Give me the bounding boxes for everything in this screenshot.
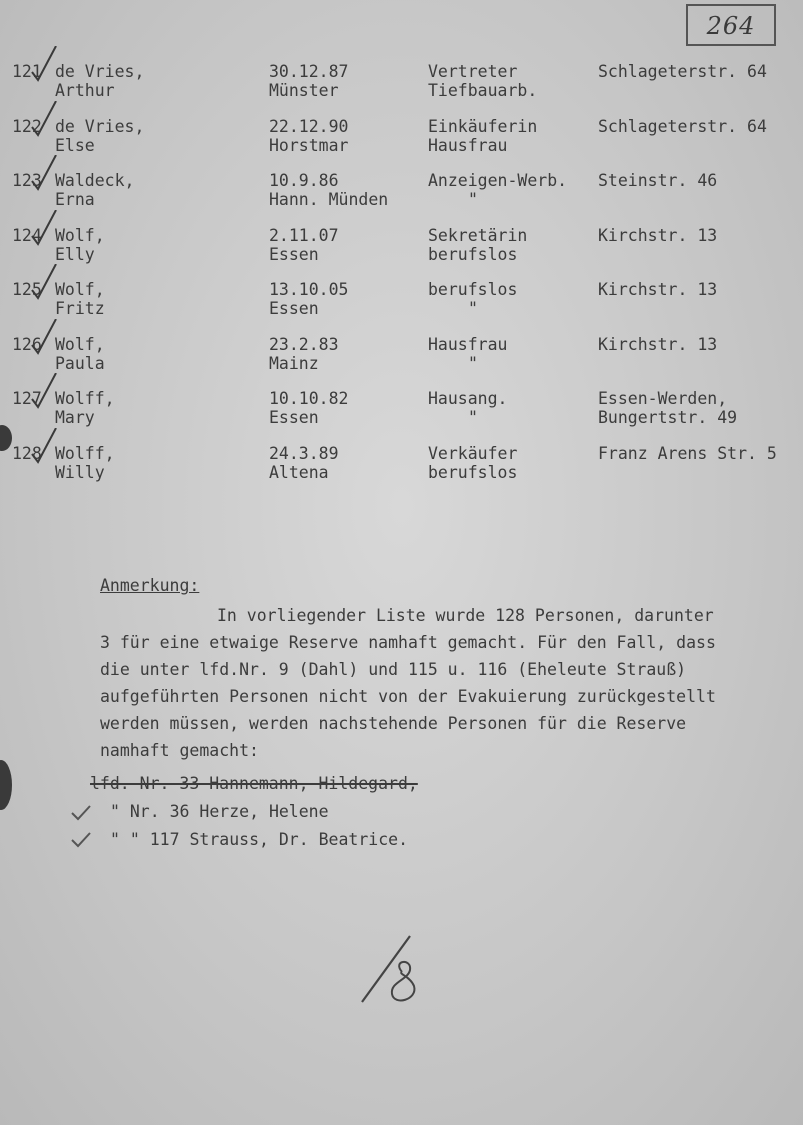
given-name: Else: [55, 135, 95, 155]
address: Steinstr. 46: [598, 171, 718, 190]
given-name: Arthur: [55, 81, 115, 100]
occupation-2: ": [468, 408, 478, 427]
occupation-2: ": [468, 299, 478, 318]
entry-occupation: [428, 444, 517, 482]
birth-place: Essen: [269, 299, 319, 318]
reserve-entry: " Nr. 36 Herze, Helene: [110, 802, 329, 821]
entry-address: [598, 62, 767, 81]
occupation-2: ": [468, 353, 478, 373]
person-entry: [0, 117, 803, 172]
checkmark-icon: [30, 373, 76, 415]
entry-birth: [269, 62, 348, 100]
birth-date: 24.3.89: [269, 443, 339, 463]
entry-number-text: 124: [12, 225, 42, 245]
birth-place: Horstmar: [269, 135, 349, 155]
person-entry: [0, 335, 803, 390]
entry-occupation: [428, 280, 517, 318]
entry-address: [598, 389, 737, 427]
person-entry: [0, 226, 803, 281]
entry-number-text: 122: [12, 116, 42, 136]
address: Franz Arens Str. 5: [598, 443, 777, 463]
occupation: Hausfrau: [428, 334, 508, 354]
surname: Wolff,: [55, 389, 115, 408]
entry-birth: [269, 444, 339, 482]
entry-occupation: [428, 62, 537, 100]
address: Essen-Werden,: [598, 389, 728, 408]
birth-place: Altena: [269, 462, 329, 482]
entry-birth: [269, 171, 388, 209]
checkmark-icon: [70, 804, 92, 822]
occupation: Vertreter: [428, 62, 518, 81]
entry-birth: [269, 335, 339, 373]
checkmark-icon: [30, 155, 76, 197]
entry-occupation: [428, 171, 567, 209]
entry-number-text: 128: [12, 443, 42, 463]
page-number-stamp: 264: [686, 4, 776, 46]
handwritten-signature: [352, 930, 432, 1008]
checkmark-icon: [30, 46, 76, 88]
occupation-2: Tiefbauarb.: [428, 81, 538, 100]
surname: Wolf,: [55, 334, 105, 354]
note-line: In vorliegender Liste wurde 128 Personen, darunter: [217, 606, 714, 625]
entry-birth: [269, 117, 348, 155]
surname: Wolf,: [55, 280, 105, 299]
person-entry: [0, 62, 803, 117]
surname: Waldeck,: [55, 171, 135, 190]
occupation-2: berufslos: [428, 462, 518, 482]
entry-number-text: 126: [12, 334, 42, 354]
note-heading: Anmerkung:: [100, 576, 200, 595]
birth-date: 23.2.83: [269, 334, 339, 354]
entry-number-text: 125: [12, 280, 42, 299]
person-entry: [0, 280, 803, 335]
entry-occupation: [428, 335, 507, 373]
note-line: werden müssen, werden nachstehende Personen für die Reserve: [100, 714, 687, 733]
note-line: aufgeführten Personen nicht von der Evakuierung zurückgestellt: [100, 687, 716, 706]
surname: de Vries,: [55, 62, 145, 81]
entry-birth: [269, 280, 348, 318]
birth-place: Münster: [269, 81, 339, 100]
address: Kirchstr. 13: [598, 334, 718, 354]
given-name: Mary: [55, 408, 95, 427]
birth-date: 30.12.87: [269, 62, 349, 81]
entry-birth: [269, 389, 348, 427]
person-entry: [0, 444, 803, 499]
birth-date: 13.10.05: [269, 280, 349, 299]
birth-date: 10.9.86: [269, 171, 339, 190]
occupation: berufslos: [428, 280, 518, 299]
note-line: namhaft gemacht:: [100, 741, 259, 760]
surname: de Vries,: [55, 116, 145, 136]
entry-address: [598, 280, 717, 299]
reserve-entry: " " 117 Strauss, Dr. Beatrice.: [110, 830, 409, 849]
entry-address: [598, 444, 777, 463]
given-name: Willy: [55, 462, 105, 482]
checkmark-icon: [30, 101, 76, 143]
checkmark-icon: [30, 264, 76, 306]
occupation: Verkäufer: [428, 443, 518, 463]
surname: Wolff,: [55, 443, 115, 463]
address: Kirchstr. 13: [598, 280, 718, 299]
address-2: Bungertstr. 49: [598, 408, 738, 427]
note-body: [100, 602, 780, 764]
reserve-struck-entry: lfd. Nr. 33 Hannemann, Hildegard,: [90, 774, 418, 793]
entry-number-text: 123: [12, 171, 42, 190]
checkmark-icon: [70, 831, 92, 849]
birth-date: 22.12.90: [269, 116, 349, 136]
entry-address: [598, 335, 717, 354]
occupation: Sekretärin: [428, 225, 528, 245]
entry-birth: [269, 226, 339, 264]
occupation-2: berufslos: [428, 244, 518, 264]
given-name: Erna: [55, 190, 95, 209]
entry-number-text: 127: [12, 389, 42, 408]
person-entry: [0, 171, 803, 226]
entry-address: [598, 171, 717, 190]
occupation: Einkäuferin: [428, 116, 538, 136]
note-line: 3 für eine etwaige Reserve namhaft gemacht. Für den Fall, dass: [100, 633, 716, 652]
given-name: Fritz: [55, 299, 105, 318]
occupation: Anzeigen-Werb.: [428, 171, 568, 190]
checkmark-icon: [30, 210, 76, 252]
occupation-2: Hausfrau: [428, 135, 508, 155]
entry-occupation: [428, 389, 507, 427]
person-entry: [0, 389, 803, 444]
occupation-2: ": [468, 190, 478, 209]
address: Kirchstr. 13: [598, 225, 718, 245]
note-line: die unter lfd.Nr. 9 (Dahl) und 115 u. 116 (Eheleute Strauß): [100, 660, 687, 679]
birth-place: Essen: [269, 244, 319, 264]
checkmark-icon: [30, 428, 76, 470]
address: Schlageterstr. 64: [598, 116, 767, 136]
given-name: Elly: [55, 244, 95, 264]
birth-date: 2.11.07: [269, 225, 339, 245]
birth-date: 10.10.82: [269, 389, 349, 408]
entry-address: [598, 226, 717, 245]
person-list: [0, 62, 803, 498]
given-name: Paula: [55, 353, 105, 373]
occupation: Hausang.: [428, 389, 508, 408]
entry-occupation: [428, 226, 527, 264]
birth-place: Essen: [269, 408, 319, 427]
checkmark-icon: [30, 319, 76, 361]
birth-place: Hann. Münden: [269, 190, 389, 209]
punch-hole: [0, 760, 12, 810]
surname: Wolf,: [55, 225, 105, 245]
entry-occupation: [428, 117, 537, 155]
entry-number-text: 121: [12, 62, 42, 81]
birth-place: Mainz: [269, 353, 319, 373]
entry-address: [598, 117, 767, 136]
address: Schlageterstr. 64: [598, 62, 767, 81]
